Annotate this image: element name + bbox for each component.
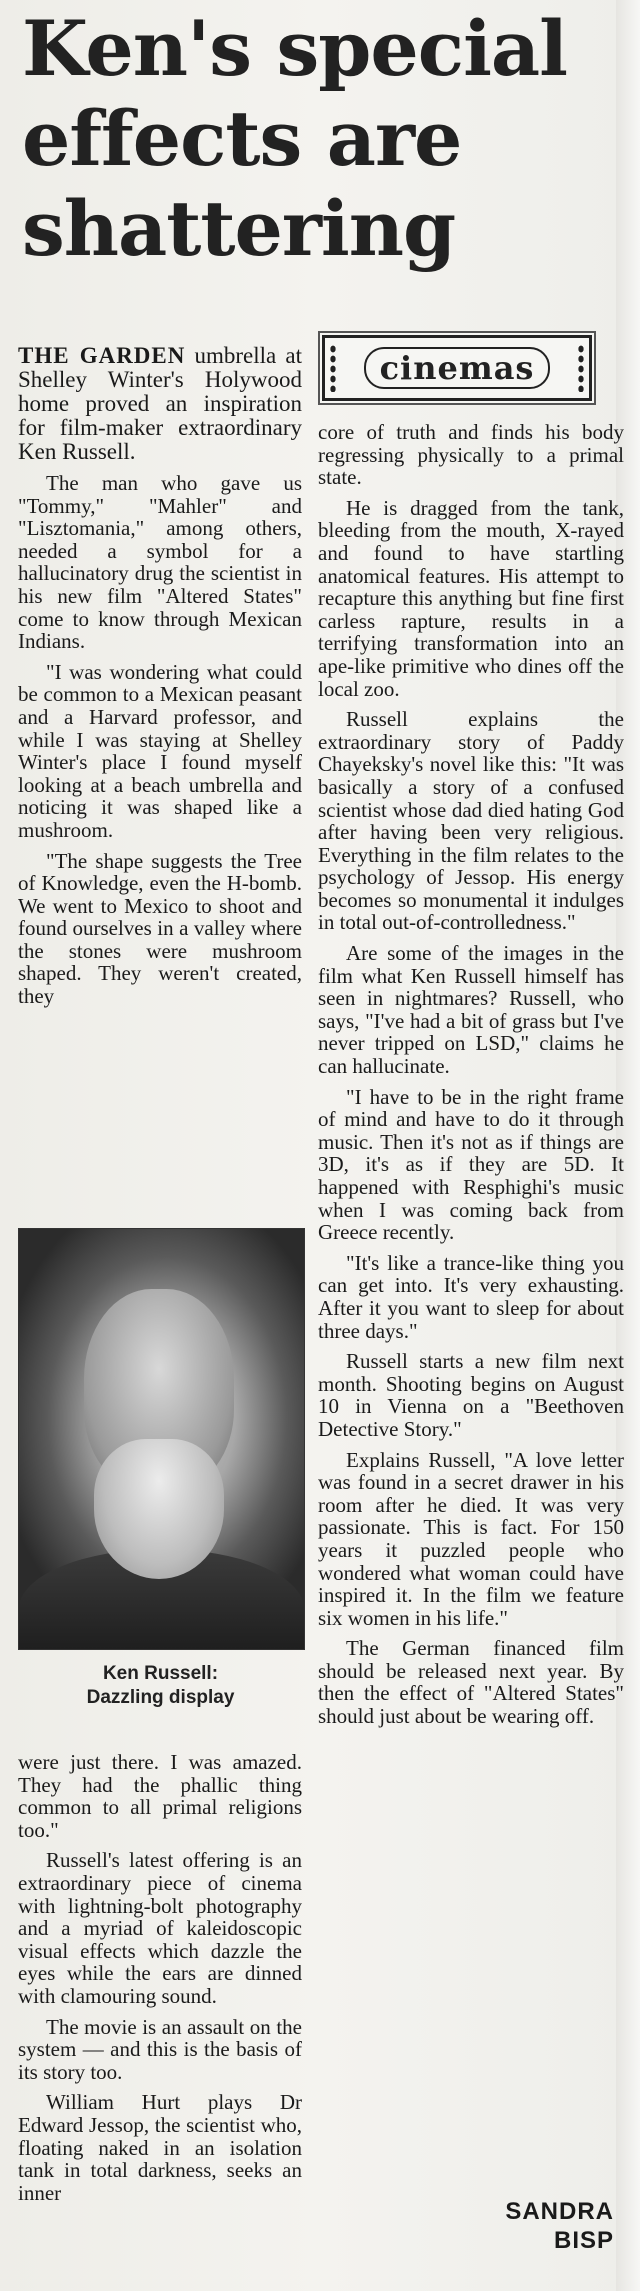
byline [474, 2197, 614, 2255]
section-label-box [322, 335, 592, 401]
headline-line: Ken's special [22, 4, 568, 93]
paragraph: core of truth and finds his body regressing physically to a primal state. [318, 420, 624, 490]
article-column-1-continued [18, 1751, 302, 2212]
paragraph: "It's like a trance-like thing you can get into. It's very exhausting. After it you want to sleep for about three days." [318, 1250, 624, 1343]
paragraph: "I have to be in the right frame of mind and have to do it through music. Then it's not as if things are 3D, it's as if they are 5D. It happened with Resphighi's music when I was coming back from Greece recently. [318, 1084, 624, 1245]
photo-caption [18, 1662, 303, 1710]
film-strip-holes [577, 344, 585, 392]
caption-line: Ken Russell: [102, 1663, 219, 1684]
headline-line: effects are [22, 94, 462, 183]
paragraph: Explains Russell, "A love letter was found in a secret drawer in his room after he died. It was very passionate. This is fact. For 150 years it puzzled people who wondered what woman could have inspired it. In the film we feature six women in his life." [318, 1447, 624, 1630]
byline-line: BISP [553, 2227, 614, 2254]
caption-line: Dazzling display [86, 1687, 235, 1708]
paragraph: "The shape suggests the Tree of Knowledge, even the H-bomb. We went to Mexico to shoot and found ourselves in a valley where the stones were mushroom shaped. They weren't created, they [18, 848, 302, 1009]
article-column-1 [18, 344, 302, 1016]
paragraph: Are some of the images in the film what Ken Russell himself has seen in nightmares? Russell, who says, "I've had a bit of grass but I've never tripped on LSD," claims he can hallucinate. [318, 941, 624, 1079]
film-strip-holes [329, 344, 337, 392]
paragraph: He is dragged from the tank, bleeding from the mouth, X-rayed and found to have startling anatomical features. His attempt to recapture this anything but fine first carless rapture, results in a terrifying transformation into an ape-like primitive who dines off the local zoo. [318, 495, 624, 701]
lead-text: umbrella at Shelley Winter's Holywood home proved an inspiration for film-maker extraordinary Ken Russell. [18, 343, 302, 464]
headline-line: shattering [22, 184, 456, 273]
paragraph: The man who gave us "Tommy," "Mahler" and "Lisztomania," among others, needed a symbol for a hallucinatory drug the scientist in his new film "Altered States" come to know through Mexican Indians. [18, 471, 302, 654]
paragraph: Russell's latest offering is an extraordinary piece of cinema with lightning-bolt photography and a myriad of kaleidoscopic visual effects which dazzle the eyes while the ears are dinned with clamouring sound. [18, 1848, 302, 2008]
byline-line: SANDRA [505, 2198, 614, 2225]
lead-paragraph [18, 344, 302, 464]
section-label: cinemas [364, 347, 551, 389]
paragraph: were just there. I was amazed. They had the phallic thing common to all primal religions too." [18, 1750, 302, 1842]
article-column-2 [318, 421, 624, 1736]
photo-beard [94, 1439, 224, 1579]
paragraph: William Hurt plays Dr Edward Jessop, the scientist who, floating naked in an isolation tank in total darkness, seeks an inner [18, 2090, 302, 2205]
paragraph: Russell explains the extraordinary story of Paddy Chayeksky's novel like this: "It was basically a story of a confused scientist whose dad died hating God after having been very religious. Everything in the film relates to the psychology of Jessop. His energy becomes so monumental it indulges in total out-of-controlledness." [318, 707, 624, 935]
paragraph: Russell starts a new film next month. Shooting begins on August 10 in Vienna on a "Beethoven Detective Story." [318, 1349, 624, 1441]
headline [22, 4, 612, 274]
portrait-photo [18, 1228, 305, 1650]
lead-kicker: THE GARDEN [18, 343, 186, 368]
paragraph: The German financed film should be released next year. By then the effect of "Altered States" should just about be wearing off. [318, 1636, 624, 1729]
paragraph: "I was wondering what could be common to a Mexican peasant and a Harvard professor, and while I was staying at Shelley Winter's place I found myself looking at a beach umbrella and noticing it was shaped like a mushroom. [18, 659, 302, 842]
paragraph: The movie is an assault on the system — and this is the basis of its story too. [18, 2014, 302, 2084]
